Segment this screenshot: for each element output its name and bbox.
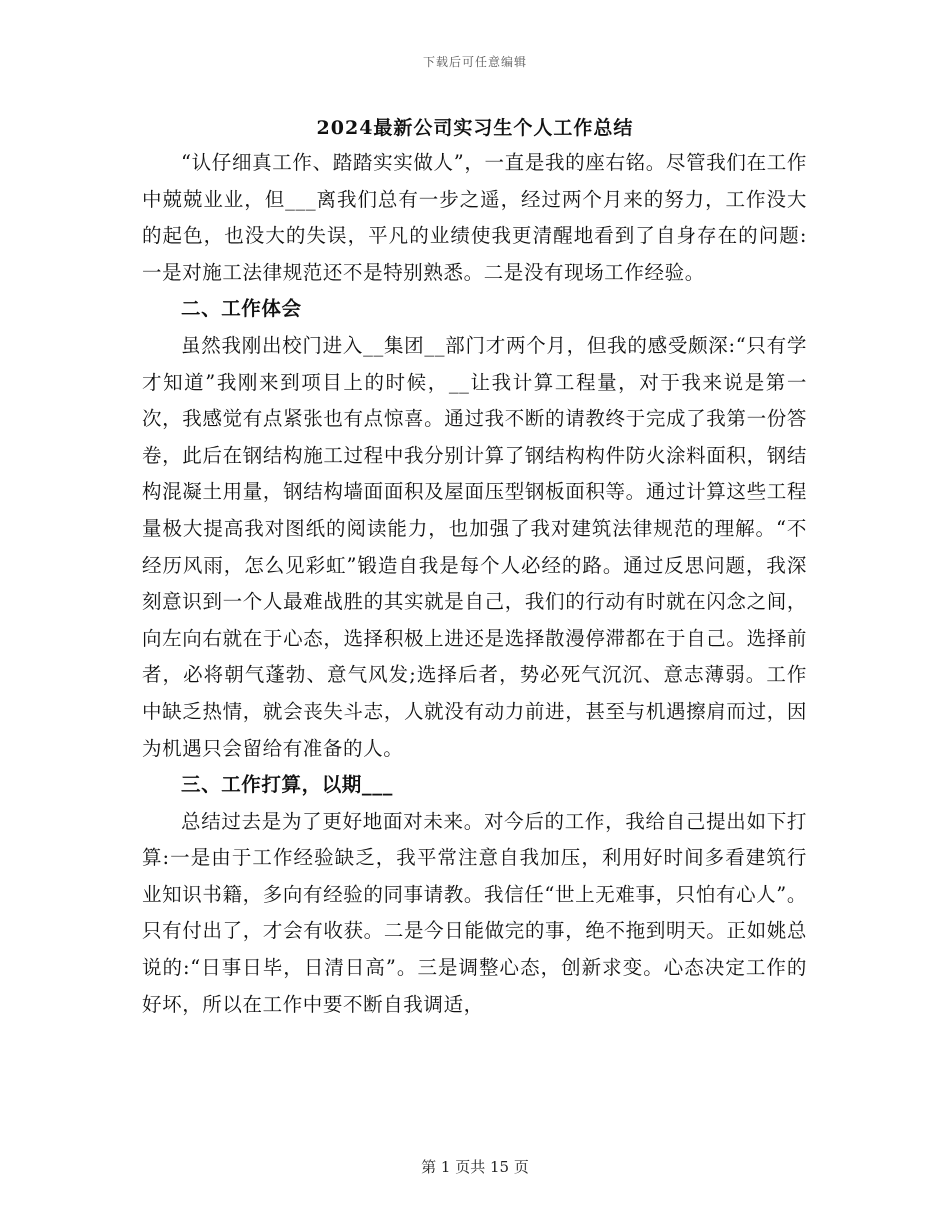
page-header: 下载后可任意编辑 — [422, 55, 527, 69]
document-title: 2024最新公司实习生个人工作总结 — [316, 117, 634, 139]
document-body — [142, 145, 807, 1023]
work-plan-paragraph: 总结过去是为了更好地面对未来。对今后的工作，我给自己提出如下打算:一是由于工作经验缺乏，我平常注意自我加压，利用好时间多看建筑行业知识书籍，多向有经验的同事请教。我信任“世上无难事，只怕有心人”。只有付出了，才会有收获。二是今日能做完的事，绝不拖到明天。正如姚总说的:“日事日毕，日清日高”。三是调整心态，创新求变。心态决定工作的好坏，所以在工作中要不断自我调适， — [142, 809, 807, 1016]
intro-paragraph: “认仔细真工作、踏踏实实做人”，一直是我的座右铭。尽管我们在工作中兢兢业业，但___离我们总有一步之遥，经过两个月来的努力，工作没大的起色，也没大的失误，平凡的业绩使我更清醒地看到了自身存在的问题:一是对施工法律规范还不是特别熟悉。二是没有现场工作经验。 — [142, 151, 807, 284]
work-experience-paragraph: 虽然我刚出校门进入__集团__部门才两个月，但我的感受颇深:“只有学才知道”我刚来到项目上的时候，__让我计算工程量，对于我来说是第一次，我感觉有点紧张也有点惊喜。通过我不断的请教终于完成了我第一份答卷，此后在钢结构施工过程中我分别计算了钢结构构件防火涂料面积，钢结构混凝土用量，钢结构墙面面积及屋面压型钢板面积等。通过计算这些工程量极大提高我对图纸的阅读能力，也加强了我对建筑法律规范的理解。“不经历风雨，怎么见彩虹”锻造自我是每个人必经的路。通过反思问题，我深刻意识到一个人最难战胜的其实就是自己，我们的行动有时就在闪念之间，向左向右就在于心态，选择积极上进还是选择散漫停滞都在于自己。选择前者，必将朝气蓬勃、意气风发;选择后者，势必死气沉沉、意志薄弱。工作中缺乏热情，就会丧失斗志，人就没有动力前进，甚至与机遇擦肩而过，因为机遇只会留给有准备的人。 — [142, 333, 807, 760]
section-heading-work-experience: 二、工作体会 — [181, 297, 302, 321]
page-footer: 第 1 页共 15 页 — [421, 1158, 529, 1176]
section-heading-work-plan: 三、工作打算，以期___ — [181, 773, 393, 797]
